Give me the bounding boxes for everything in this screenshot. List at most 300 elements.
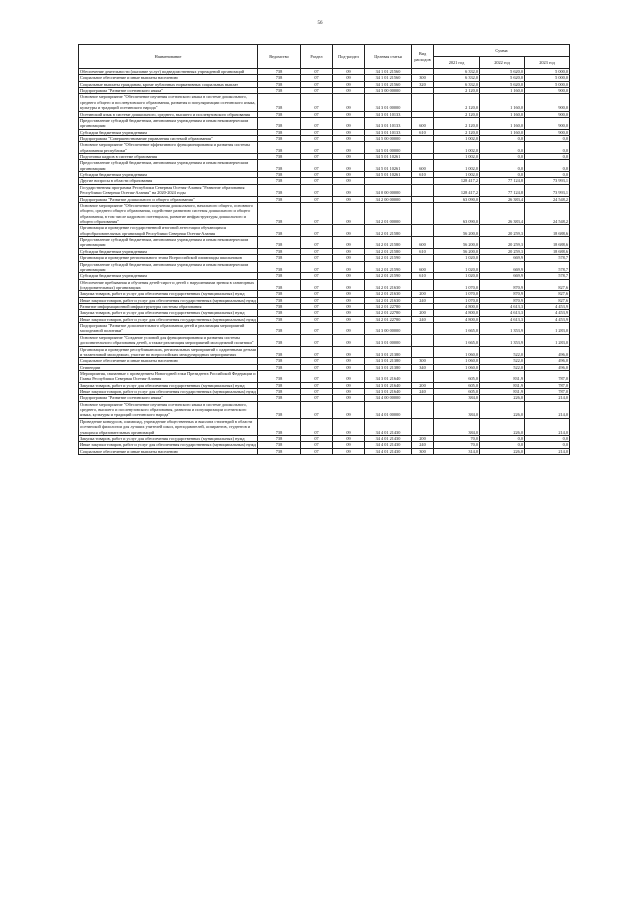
row-sum-2022: 870,9	[480, 279, 525, 291]
row-target: 34 3 00 00000	[365, 323, 412, 335]
row-sum-2022: 0,0	[480, 154, 525, 160]
row-expense: 300	[412, 358, 434, 364]
row-sum-2022: 522,0	[480, 364, 525, 370]
table-row	[79, 346, 570, 358]
row-subsection: 09	[333, 418, 365, 435]
row-expense	[412, 334, 434, 346]
row-section: 07	[301, 291, 333, 297]
table-row	[79, 142, 570, 154]
row-ministry: 738	[258, 75, 301, 81]
row-target: 34 5 01 10261	[365, 160, 412, 172]
row-expense	[412, 94, 434, 111]
row-name: Иные закупки товаров, работ и услуг для обеспечения государственных (муниципальных) нужд	[80, 316, 256, 322]
table-row	[79, 160, 570, 172]
row-sum-2022: 522,0	[480, 358, 525, 364]
row-name: Развитие информационной инфраструктуры системы образования	[79, 304, 258, 310]
row-sum-2023: 578,7	[525, 261, 570, 273]
row-subsection: 09	[333, 154, 365, 160]
row-expense: 610	[412, 129, 434, 135]
row-expense: 610	[412, 273, 434, 279]
row-sum-2021: 2 120,0	[434, 117, 480, 129]
row-sum-2022: 226,0	[480, 395, 525, 401]
row-ministry: 738	[258, 323, 301, 335]
row-sum-2021: 6 332,0	[434, 69, 480, 75]
row-target: 34 3 01 21640	[365, 382, 412, 388]
row-section: 07	[301, 261, 333, 273]
row-name: Субсидии бюджетным учреждениям	[79, 248, 258, 254]
row-sum-2023: 578,7	[525, 255, 570, 261]
table-row	[79, 448, 570, 454]
row-ministry: 738	[258, 364, 301, 370]
row-ministry: 738	[258, 435, 301, 441]
row-section: 07	[301, 297, 333, 303]
row-sum-2023: 18 688,6	[525, 248, 570, 254]
row-target: 34 2 01 21590	[365, 273, 412, 279]
row-ministry: 738	[258, 334, 301, 346]
header-year-2022: 2022 год	[480, 57, 525, 69]
row-subsection: 09	[333, 88, 365, 94]
row-name: Предоставление субсидий бюджетным, автономным учреждениям и иным некоммерческим организациям	[79, 237, 258, 249]
row-sum-2022: 0,0	[480, 142, 525, 154]
row-target: 34 3 01 10133	[365, 111, 412, 117]
row-section: 07	[301, 435, 333, 441]
row-sum-2021: 1 020,0	[434, 255, 480, 261]
row-target: 34 5 01 10261	[365, 172, 412, 178]
header-ministry: Ведомство	[258, 45, 301, 69]
row-ministry: 738	[258, 184, 301, 196]
row-subsection: 09	[333, 135, 365, 141]
row-sum-2021: 1 665,0	[434, 323, 480, 335]
row-sum-2023: 1 283,0	[525, 334, 570, 346]
row-name: Закупка товаров, работ и услуг для обеспечения государственных (муниципальных) нужд	[79, 291, 258, 297]
row-sum-2022: 831,9	[480, 382, 525, 388]
table-row	[79, 184, 570, 196]
row-name: Социальное обеспечение и иные выплаты населению	[79, 75, 258, 81]
row-sum-2021: 2 120,0	[434, 111, 480, 117]
row-target: 34 2 01 21580	[365, 225, 412, 237]
budget-table	[78, 44, 570, 455]
row-name: Подпрограмма "Развитие дополнительного образования детей и реализация мероприятий молодежной политики"	[79, 323, 258, 335]
row-section: 07	[301, 225, 333, 237]
row-name: Подпрограмма "Развитие осетинского языка"	[79, 88, 258, 94]
row-target: 34 3 01 00000	[365, 94, 412, 111]
row-section: 07	[301, 418, 333, 435]
row-ministry: 738	[258, 225, 301, 237]
row-subsection: 09	[333, 75, 365, 81]
row-sum-2023: 4 453,9	[525, 304, 570, 310]
row-target: 34 2 01 21630	[365, 297, 412, 303]
row-section: 07	[301, 448, 333, 454]
row-sum-2023: 787,0	[525, 370, 570, 382]
row-sum-2022: 5 620,0	[480, 81, 525, 87]
table-row	[79, 279, 570, 291]
row-section: 07	[301, 75, 333, 81]
row-sum-2023: 900,0	[525, 117, 570, 129]
row-section: 07	[301, 395, 333, 401]
row-subsection: 09	[333, 142, 365, 154]
row-sum-2021: 1 070,0	[434, 279, 480, 291]
row-sum-2021: 70,0	[434, 442, 480, 448]
table-row	[79, 225, 570, 237]
row-sum-2021: 605,0	[434, 389, 480, 395]
row-ministry: 738	[258, 172, 301, 178]
row-sum-2022: 26 383,4	[480, 202, 525, 224]
row-subsection: 09	[333, 442, 365, 448]
row-subsection: 09	[333, 261, 365, 273]
row-section: 07	[301, 304, 333, 310]
row-sum-2022: 5 620,0	[480, 75, 525, 81]
row-sum-2022: 1 353,9	[480, 334, 525, 346]
row-target: 34 3 01 21380	[365, 364, 412, 370]
row-name: Иные закупки товаров, работ и услуг для обеспечения государственных (муниципальных) нужд	[80, 442, 256, 448]
row-name: Организация и проведение республиканских, региональных мероприятий с одаренными детьми и талантливой молодежью, участие во всероссийских международных мероприятиях	[80, 346, 256, 357]
row-target: 34 2 00 00000	[365, 196, 412, 202]
row-name: Социальное обеспечение и иные выплаты населению	[79, 358, 258, 364]
row-section: 07	[301, 196, 333, 202]
row-section: 07	[301, 334, 333, 346]
row-sum-2021: 1 020,0	[434, 261, 480, 273]
row-expense: 300	[412, 448, 434, 454]
row-name: Основное мероприятие "Обеспечение получения дошкольного, начального общего, основного общего, среднего общего образования, содействие развитию системы дошкольного и общего образования, в том числе кадрового потенциала, развитие инфраструктуры дошкольного и общего образования"	[79, 202, 258, 224]
row-ministry: 738	[258, 310, 301, 316]
row-name: Организация и проведение регионального этапа Всероссийской олимпиады школьников	[79, 255, 258, 261]
row-sum-2023: 0,0	[525, 135, 570, 141]
table-row	[79, 237, 570, 249]
row-sum-2023: 4 453,9	[525, 316, 570, 322]
row-sum-2022: 1 160,0	[480, 88, 525, 94]
header-sum: Сумма	[434, 45, 570, 57]
row-name: Подготовка кадров в системе образования	[79, 154, 258, 160]
row-sum-2021: 2 120,0	[434, 94, 480, 111]
row-sum-2022: 1 160,0	[480, 129, 525, 135]
table-row	[79, 202, 570, 224]
row-ministry: 738	[258, 418, 301, 435]
row-sum-2023: 5 000,0	[525, 69, 570, 75]
row-target: 34 2 01 21590	[365, 255, 412, 261]
row-section: 07	[301, 111, 333, 117]
row-section: 07	[301, 172, 333, 178]
row-expense: 300	[412, 75, 434, 81]
row-ministry: 738	[258, 401, 301, 418]
row-expense	[412, 279, 434, 291]
row-subsection: 09	[333, 310, 365, 316]
row-target: 34 2 01 21580	[365, 248, 412, 254]
row-sum-2022: 0,0	[480, 435, 525, 441]
row-name: Основное мероприятие "Обеспечение изучения осетинского языка в системе дошкольного, среднего общего и послевузовского образования, развития и популяризации осетинского языка, культуры и традиций осетинского народа"	[79, 94, 258, 111]
row-sum-2022: 20 259,3	[480, 248, 525, 254]
row-expense: 200	[412, 291, 434, 297]
row-ministry: 738	[258, 358, 301, 364]
row-ministry: 738	[258, 129, 301, 135]
table-row	[79, 401, 570, 418]
row-sum-2023: 0,0	[525, 142, 570, 154]
row-sum-2023: 5 000,0	[525, 75, 570, 81]
row-subsection: 09	[333, 81, 365, 87]
row-sum-2021: 2 120,0	[434, 129, 480, 135]
row-ministry: 738	[258, 178, 301, 184]
row-sum-2022: 20 259,3	[480, 237, 525, 249]
row-sum-2023: 0,0	[525, 442, 570, 448]
row-expense: 600	[412, 237, 434, 249]
row-target: 34 4 00 00000	[365, 395, 412, 401]
row-sum-2022: 77 124,8	[480, 178, 525, 184]
row-sum-2022: 522,0	[480, 346, 525, 358]
header-subsection: Под-раздел	[333, 45, 365, 69]
row-sum-2022: 226,0	[480, 448, 525, 454]
row-sum-2021: 384,0	[434, 401, 480, 418]
row-ministry: 738	[258, 273, 301, 279]
row-target: 34 2 01 22780	[365, 310, 412, 316]
row-expense	[412, 401, 434, 418]
row-subsection: 09	[333, 323, 365, 335]
row-name: Субсидии бюджетным учреждениям	[79, 129, 258, 135]
row-expense: 610	[412, 172, 434, 178]
row-ministry: 738	[258, 395, 301, 401]
row-sum-2023: 0,0	[525, 160, 570, 172]
row-expense: 240	[412, 297, 434, 303]
row-subsection: 09	[333, 129, 365, 135]
row-name: Основное мероприятие "Обеспечение изучения осетинского языка в системе дошкольного, среднего, высшего и послевузовского образования, развития и популяризации осетинского языка, культуры и традиций осетинского народа"	[79, 401, 258, 418]
row-target: 34 3 01 21380	[365, 346, 412, 358]
table-row	[79, 370, 570, 382]
row-name: Мероприятия, связанные с проведением Новогодней елки Президента Российской Федерации и Главы Республики Северная Осетия-Алания	[80, 370, 256, 382]
row-sum-2021: 605,0	[434, 382, 480, 388]
row-section: 07	[301, 88, 333, 94]
row-name: Обеспечение деятельности (оказание услуг) подведомственных учреждений организаций	[79, 69, 258, 75]
row-subsection: 09	[333, 160, 365, 172]
row-section: 07	[301, 154, 333, 160]
row-sum-2022: 26 383,4	[480, 196, 525, 202]
row-section: 07	[301, 273, 333, 279]
row-sum-2023: 496,0	[525, 346, 570, 358]
row-sum-2023: 214,0	[525, 418, 570, 435]
row-expense: 600	[412, 117, 434, 129]
row-subsection: 09	[333, 389, 365, 395]
row-name: Другие вопросы в области образования	[79, 178, 258, 184]
row-section: 07	[301, 364, 333, 370]
row-subsection: 09	[333, 370, 365, 382]
row-subsection: 09	[333, 291, 365, 297]
row-name: Иные закупки товаров, работ и услуг для обеспечения государственных (муниципальных) нужд	[80, 389, 256, 395]
row-sum-2021: 1 002,0	[434, 142, 480, 154]
row-name: Стипендии	[79, 364, 258, 370]
row-sum-2022: 1 353,9	[480, 323, 525, 335]
row-subsection: 09	[333, 117, 365, 129]
row-sum-2022: 870,9	[480, 291, 525, 297]
row-target: 34 3 00 00000	[365, 88, 412, 94]
row-subsection: 09	[333, 279, 365, 291]
row-sum-2023: 827,6	[525, 297, 570, 303]
row-sum-2021: 4 800,0	[434, 316, 480, 322]
row-section: 07	[301, 94, 333, 111]
row-section: 07	[301, 142, 333, 154]
row-ministry: 738	[258, 237, 301, 249]
row-section: 07	[301, 178, 333, 184]
row-sum-2023: 214,0	[525, 448, 570, 454]
row-section: 07	[301, 81, 333, 87]
row-ministry: 738	[258, 382, 301, 388]
row-name: Предоставление субсидий бюджетным, автономным учреждениям и иным некоммерческим организациям	[79, 117, 258, 129]
row-sum-2022: 5 620,0	[480, 69, 525, 75]
row-subsection: 09	[333, 395, 365, 401]
row-ministry: 738	[258, 370, 301, 382]
row-ministry: 738	[258, 316, 301, 322]
row-subsection: 09	[333, 358, 365, 364]
row-sum-2022: 0,0	[480, 172, 525, 178]
row-ministry: 738	[258, 154, 301, 160]
row-name: Основное мероприятие "Обеспечение эффективного функционирования и развития системы образования республики"	[79, 142, 258, 154]
row-name: Закупка товаров, работ и услуг для обеспечения государственных (муниципальных) нужд	[79, 310, 258, 316]
row-ministry: 738	[258, 261, 301, 273]
page-number: 56	[317, 21, 323, 26]
row-sum-2021: 384,0	[434, 418, 480, 435]
row-target: 34 1 01 21560	[365, 69, 412, 75]
row-target: 34 5 01 10261	[365, 154, 412, 160]
row-sum-2023: 578,7	[525, 273, 570, 279]
row-sum-2022: 0,0	[480, 160, 525, 172]
table-row	[79, 261, 570, 273]
row-sum-2023: 0,0	[525, 154, 570, 160]
row-target: 34 2 01 00000	[365, 202, 412, 224]
row-subsection: 09	[333, 111, 365, 117]
row-name: Подпрограмма "Совершенствование управления системой образования"	[79, 135, 258, 141]
row-sum-2023: 73 993,1	[525, 184, 570, 196]
row-expense: 610	[412, 248, 434, 254]
table-row	[79, 117, 570, 129]
row-sum-2021: 6 332,0	[434, 75, 480, 81]
row-sum-2023: 214,0	[525, 395, 570, 401]
row-sum-2023: 900,0	[525, 111, 570, 117]
row-target: 34 2 01 22780	[365, 316, 412, 322]
row-ministry: 738	[258, 69, 301, 75]
row-name: Субсидии бюджетным учреждениям	[79, 273, 258, 279]
row-section: 07	[301, 129, 333, 135]
row-expense: 240	[412, 442, 434, 448]
row-ministry: 738	[258, 389, 301, 395]
row-sum-2022: 77 124,8	[480, 184, 525, 196]
row-sum-2021: 6 332,0	[434, 81, 480, 87]
row-sum-2022: 669,9	[480, 273, 525, 279]
row-section: 07	[301, 255, 333, 261]
row-sum-2021: 1 070,0	[434, 291, 480, 297]
row-expense: 340	[412, 364, 434, 370]
row-section: 07	[301, 389, 333, 395]
row-ministry: 738	[258, 111, 301, 117]
row-subsection: 09	[333, 248, 365, 254]
row-name: Государственная программа Республики Северная Осетия-Алания "Развитие образования Республики Северная Осетия-Алания" на 2020-2024 годы	[79, 184, 258, 196]
row-ministry: 738	[258, 442, 301, 448]
row-sum-2023: 496,0	[525, 364, 570, 370]
row-subsection: 09	[333, 297, 365, 303]
row-target: 34 3 01 21380	[365, 358, 412, 364]
row-name: Подпрограмма "Развитие осетинского языка"	[79, 395, 258, 401]
row-sum-2021: 314,0	[434, 448, 480, 454]
row-target: 34 4 01 21430	[365, 435, 412, 441]
row-ministry: 738	[258, 94, 301, 111]
row-sum-2023: 18 688,6	[525, 225, 570, 237]
row-sum-2021: 384,0	[434, 395, 480, 401]
row-subsection: 09	[333, 382, 365, 388]
row-sum-2022: 669,9	[480, 255, 525, 261]
row-subsection: 09	[333, 184, 365, 196]
header-year-2023: 2023 год	[525, 57, 570, 69]
row-sum-2023: 496,0	[525, 358, 570, 364]
row-expense: 320	[412, 81, 434, 87]
row-section: 07	[301, 237, 333, 249]
row-section: 07	[301, 279, 333, 291]
row-name: Субсидии бюджетным учреждениям	[79, 172, 258, 178]
table-row	[79, 334, 570, 346]
row-sum-2022: 1 160,0	[480, 94, 525, 111]
row-ministry: 738	[258, 81, 301, 87]
row-expense	[412, 323, 434, 335]
row-ministry: 738	[258, 135, 301, 141]
row-sum-2023: 900,0	[525, 94, 570, 111]
row-section: 07	[301, 117, 333, 129]
row-section: 07	[301, 160, 333, 172]
row-sum-2023: 1 283,0	[525, 323, 570, 335]
row-subsection: 09	[333, 178, 365, 184]
row-target: 34 2 01 21590	[365, 261, 412, 273]
row-section: 07	[301, 358, 333, 364]
row-subsection: 09	[333, 448, 365, 454]
row-sum-2023: 900,0	[525, 129, 570, 135]
row-expense: 240	[412, 389, 434, 395]
row-name: Основное мероприятие "Создание условий для функционирования и развития системы дополнительного образования детей, а также реализация мероприятий молодежной политики"	[79, 334, 258, 346]
row-sum-2021: 1 665,0	[434, 334, 480, 346]
row-subsection: 09	[333, 255, 365, 261]
row-subsection: 09	[333, 435, 365, 441]
row-sum-2023: 0,0	[525, 435, 570, 441]
row-target: 34 3 01 10133	[365, 117, 412, 129]
row-sum-2021: 1 060,0	[434, 364, 480, 370]
row-target: 34 2 01 22780	[365, 304, 412, 310]
row-ministry: 738	[258, 202, 301, 224]
table-row	[79, 418, 570, 435]
row-sum-2023: 827,6	[525, 279, 570, 291]
row-section: 07	[301, 202, 333, 224]
table-row	[79, 323, 570, 335]
table-row	[79, 94, 570, 111]
row-sum-2021: 1 020,0	[434, 273, 480, 279]
row-sum-2022: 1 160,0	[480, 117, 525, 129]
row-section: 07	[301, 316, 333, 322]
row-name: Иные закупки товаров, работ и услуг для обеспечения государственных (муниципальных) нужд	[80, 297, 256, 303]
row-sum-2021: 4 800,0	[434, 304, 480, 310]
row-sum-2023: 0,0	[525, 172, 570, 178]
row-target: 34 3 01 21640	[365, 370, 412, 382]
header-expense: Вид расходов	[412, 45, 434, 69]
row-sum-2023: 787,0	[525, 382, 570, 388]
row-target: 34 4 01 21430	[365, 448, 412, 454]
row-target: 34 2 01 21630	[365, 279, 412, 291]
row-sum-2023: 900,0	[525, 88, 570, 94]
row-section: 07	[301, 382, 333, 388]
row-subsection: 09	[333, 237, 365, 249]
row-subsection: 09	[333, 304, 365, 310]
row-subsection: 09	[333, 202, 365, 224]
row-sum-2023: 24 548,2	[525, 196, 570, 202]
row-section: 07	[301, 135, 333, 141]
header-target: Целевая статья	[365, 45, 412, 69]
row-name: Проведение конкурсов, олимпиад, учреждение общественных и выплата стипендий в области осетинской филологии для лучших учителей школ, преподавателей, аспирантов, студентов и учащихся образовательных организаций	[79, 418, 258, 435]
row-section: 07	[301, 442, 333, 448]
row-subsection: 09	[333, 196, 365, 202]
row-ministry: 738	[258, 346, 301, 358]
row-sum-2023: 24 548,2	[525, 202, 570, 224]
row-section: 07	[301, 346, 333, 358]
row-name: Подпрограмма "Развитие дошкольного и общего образования"	[79, 196, 258, 202]
